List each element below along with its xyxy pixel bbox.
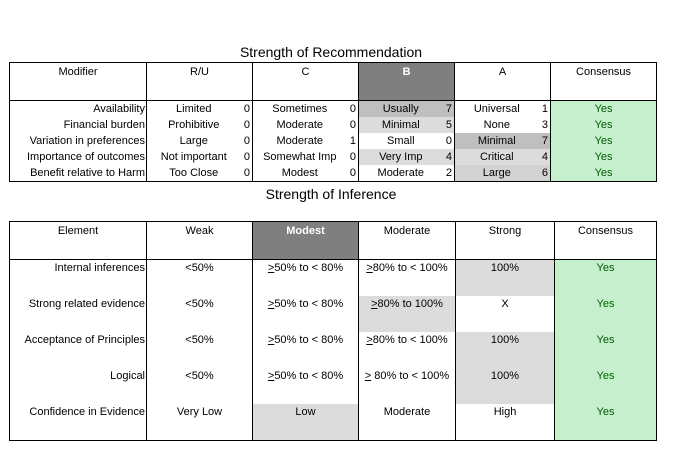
b-cell: Minimal [359,117,443,133]
c-cell: Somewhat Imp [263,151,337,163]
weak-cell: <50% [147,296,253,332]
moderate-text: 80% to < 100% [372,262,448,274]
consensus-cell: Yes [555,260,657,297]
header-element: Element [10,222,147,260]
modifier-cell: Financial burden [10,117,147,133]
a-cell: Large [455,165,539,182]
b-cell: Moderate [359,165,443,182]
moderate-cell [359,404,456,441]
element-cell: Internal inferences [10,260,147,297]
header-ru: R/U [147,63,253,101]
a-cell: Minimal [455,133,539,149]
moderate-text: Moderate [383,406,431,418]
consensus-cell: Yes [551,165,657,182]
c-count: 1 [347,133,359,149]
a-count: 1 [539,101,551,118]
element-cell: Confidence in Evidence [10,404,147,441]
moderate-text: 80% to 100% [377,298,443,310]
ru-count: 0 [241,149,253,165]
b-count: 2 [443,165,455,182]
ru-cell: Large [179,135,208,147]
consensus-cell: Yes [555,332,657,368]
consensus-cell: Yes [551,149,657,165]
modest-text: 50% to < 80% [274,370,344,382]
c-cell: Moderate [276,119,323,131]
recommendation-title: Strength of Recommendation [239,44,423,60]
c-count: 0 [347,117,359,133]
moderate-cell [359,332,456,368]
modest-cell [253,332,359,368]
b-count: 0 [443,133,455,149]
gte-symbol: > [364,370,372,382]
modest-cell [253,296,359,332]
inference-table [9,221,657,441]
modest-cell [253,368,359,404]
weak-cell: <50% [147,332,253,368]
b-cell: Small [387,135,415,147]
ru-cell: Too Close [147,165,241,182]
consensus-cell: Yes [555,296,657,332]
ru-count: 0 [241,165,253,182]
header-modifier: Modifier [10,63,147,101]
moderate-text: 80% to < 100% [372,334,448,346]
c-count: 0 [347,101,359,118]
ru-cell: Limited [176,103,212,115]
gte-symbol: > [366,262,373,274]
gte-symbol: > [267,370,275,382]
inference-title: Strength of Inference [265,186,397,202]
a-count: 7 [539,133,551,149]
b-count: 4 [443,149,455,165]
weak-cell: <50% [147,260,253,297]
header-modest: Modest [253,222,359,260]
gte-symbol: > [267,334,275,346]
gte-symbol: > [371,298,378,310]
c-cell: Sometimes [272,103,328,115]
modest-text: 50% to < 80% [274,334,344,346]
b-cell: Very Imp [359,149,443,165]
strong-cell: 100% [456,332,555,368]
table-row [10,332,657,368]
modifier-cell: Benefit relative to Harm [10,165,147,182]
modifier-cell: Variation in preferences [10,133,147,149]
ru-cell: Prohibitive [168,119,220,131]
moderate-cell [359,368,456,404]
ru-cell: Not important [160,151,227,163]
element-cell: Strong related evidence [10,296,147,332]
table-row [10,165,657,182]
consensus-cell: Yes [551,133,657,149]
table-row [10,404,657,441]
recommendation-table [9,62,657,182]
table-row [10,101,657,118]
a-count: 3 [539,117,551,133]
table-row [10,149,657,165]
header-consensus: Consensus [551,63,657,101]
weak-cell: Very Low [147,404,253,441]
consensus-cell: Yes [551,117,657,133]
consensus-cell: Yes [551,101,657,118]
c-cell: Modest [253,165,347,182]
modest-text: 50% to < 80% [274,262,344,274]
strong-cell: High [456,404,555,441]
modest-cell [253,404,359,441]
gte-symbol: > [267,262,275,274]
table-row [10,260,657,297]
gte-symbol: > [366,334,373,346]
consensus-cell: Yes [555,404,657,441]
c-cell: Moderate [276,135,323,147]
header-consensus: Consensus [555,222,657,260]
ru-count: 0 [241,117,253,133]
strong-cell: 100% [456,368,555,404]
b-count: 5 [443,117,455,133]
modest-text: 50% to < 80% [274,298,344,310]
modifier-cell: Importance of outcomes [10,149,147,165]
a-cell: Universal [473,103,520,115]
weak-cell: <50% [147,368,253,404]
strong-cell: X [456,296,555,332]
table-row [10,133,657,149]
c-count: 0 [347,165,359,182]
table-row [10,368,657,404]
element-cell: Logical [10,368,147,404]
modest-cell [253,260,359,297]
header-weak: Weak [147,222,253,260]
header-strong: Strong [456,222,555,260]
table-row [10,117,657,133]
header-b: B [359,63,455,101]
ru-count: 0 [241,133,253,149]
strong-cell: 100% [456,260,555,297]
header-moderate: Moderate [359,222,456,260]
a-cell: None [483,119,510,131]
consensus-cell: Yes [555,368,657,404]
moderate-text: 80% to < 100% [371,370,450,382]
ru-count: 0 [241,101,253,118]
header-c: C [253,63,359,101]
a-count: 4 [539,149,551,165]
a-cell: Critical [455,149,539,165]
moderate-cell [359,260,456,297]
c-count: 0 [347,149,359,165]
moderate-cell [359,296,456,332]
table-row [10,296,657,332]
a-count: 6 [539,165,551,182]
b-cell: Usually [359,101,443,118]
gte-symbol: > [267,298,275,310]
modest-text: Low [295,406,316,418]
element-cell: Acceptance of Principles [10,332,147,368]
header-a: A [455,63,551,101]
modifier-cell: Availability [10,101,147,118]
b-count: 7 [443,101,455,118]
